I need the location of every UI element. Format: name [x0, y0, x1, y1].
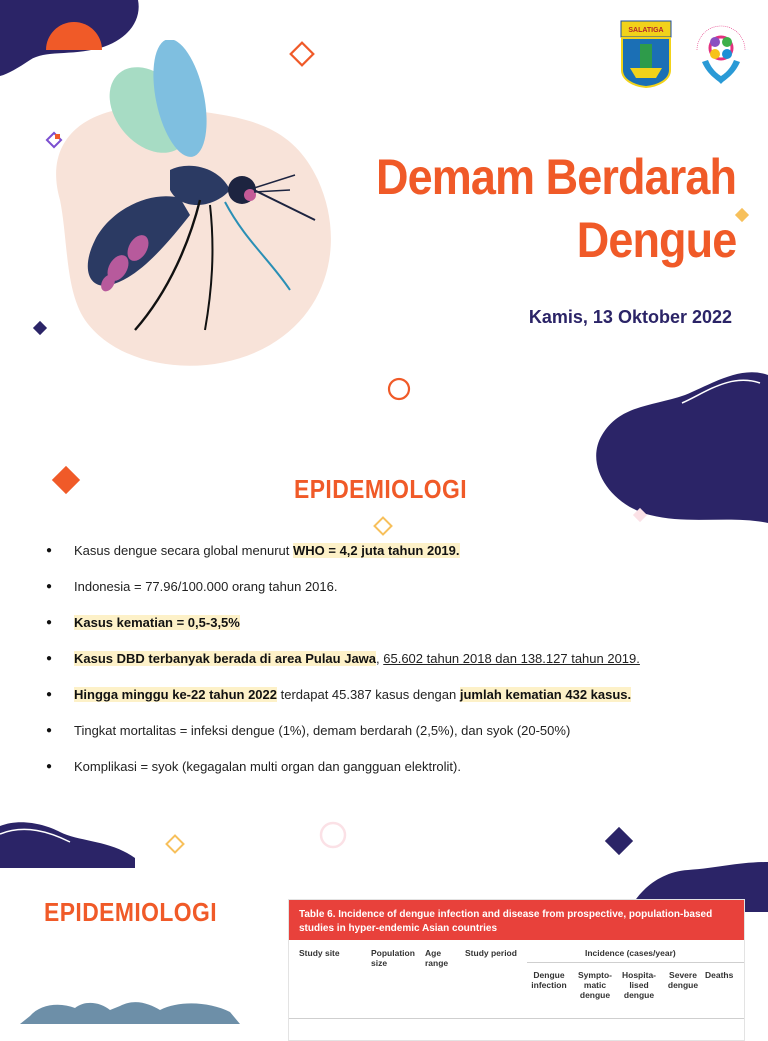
- navy-diamond-2: [600, 822, 638, 860]
- item-text: Indonesia = 77.96/100.000 orang tahun 2016.: [74, 579, 338, 594]
- list-item: [46, 716, 746, 752]
- item-underline: 65.602 tahun 2018 dan 138.127 tahun 2019.: [383, 651, 640, 666]
- bottom-left-blob: [0, 818, 140, 868]
- list-item: [46, 536, 746, 572]
- col-age: Age range: [425, 948, 449, 968]
- item-text: Komplikasi = syok (kegagalan multi organ dan gangguan elektrolit).: [74, 759, 461, 774]
- puskesmas-logo: [690, 20, 752, 86]
- list-item: [46, 680, 746, 716]
- pink-circle-outline: [318, 820, 348, 850]
- item-highlight-2: jumlah kematian 432 kasus.: [459, 687, 632, 702]
- epidemiology-heading-2: EPIDEMIOLOGI: [44, 897, 218, 927]
- orange-diamond-filled: [48, 462, 84, 498]
- page-title-line1: Demam Berdarah: [375, 149, 736, 205]
- item-text: Tingkat mortalitas = infeksi dengue (1%), demam berdarah (2,5%), dan syok (20-50%): [74, 723, 571, 738]
- yellow-diamond-outline-2: [163, 832, 187, 856]
- event-date: Kamis, 13 Oktober 2022: [528, 307, 732, 327]
- sub-hospitalised: Hospita-lised dengue: [622, 970, 656, 1000]
- right-blob: [590, 365, 768, 525]
- col-incidence: Incidence (cases/year): [585, 948, 676, 958]
- table-caption: Table 6. Incidence of dengue infection and disease from prospective, population-based studies in hyper-endemic Asian countries: [289, 900, 744, 940]
- page-title-line2: Dengue: [576, 212, 736, 268]
- list-item: [46, 752, 746, 788]
- item-text: ,: [376, 651, 384, 666]
- sub-symptomatic: Sympto-matic dengue: [578, 970, 612, 1000]
- table-rule-bottom: [289, 1018, 744, 1019]
- orange-circle-outline: [386, 376, 412, 402]
- col-study-site: Study site: [299, 948, 340, 958]
- epidemiology-heading: EPIDEMIOLOGI: [294, 474, 468, 504]
- salatiga-logo-text: SALATIGA: [628, 27, 664, 34]
- world-map-icon: [20, 996, 250, 1024]
- sub-severe: Severe dengue: [667, 970, 699, 990]
- pink-diamond: [630, 505, 650, 525]
- item-highlight: Hingga minggu ke-22 tahun 2022: [74, 687, 277, 702]
- sub-deaths: Deaths: [705, 970, 734, 980]
- epidemiology-list: [46, 536, 746, 788]
- table-header: [289, 940, 744, 1040]
- salatiga-logo: [620, 20, 672, 88]
- incidence-table: [288, 899, 745, 1041]
- list-item: [46, 644, 746, 680]
- yellow-diamond-outline: [372, 515, 394, 537]
- col-population: Population size: [371, 948, 415, 968]
- list-item: [46, 608, 746, 644]
- item-highlight: WHO = 4,2 juta tahun 2019.: [292, 543, 460, 558]
- item-text: Kasus dengue secara global menurut: [74, 543, 293, 558]
- item-text: terdapat 45.387 kasus dengan: [277, 687, 460, 702]
- table-rule: [527, 962, 744, 963]
- col-period: Study period: [465, 948, 517, 958]
- list-item: [46, 572, 746, 608]
- sub-infection: Dengue infection: [531, 970, 567, 990]
- item-highlight: Kasus DBD terbanyak berada di area Pulau Jawa: [74, 651, 377, 666]
- item-highlight: Kasus kematian = 0,5-3,5%: [74, 615, 240, 630]
- mosquito-illustration: [40, 40, 340, 370]
